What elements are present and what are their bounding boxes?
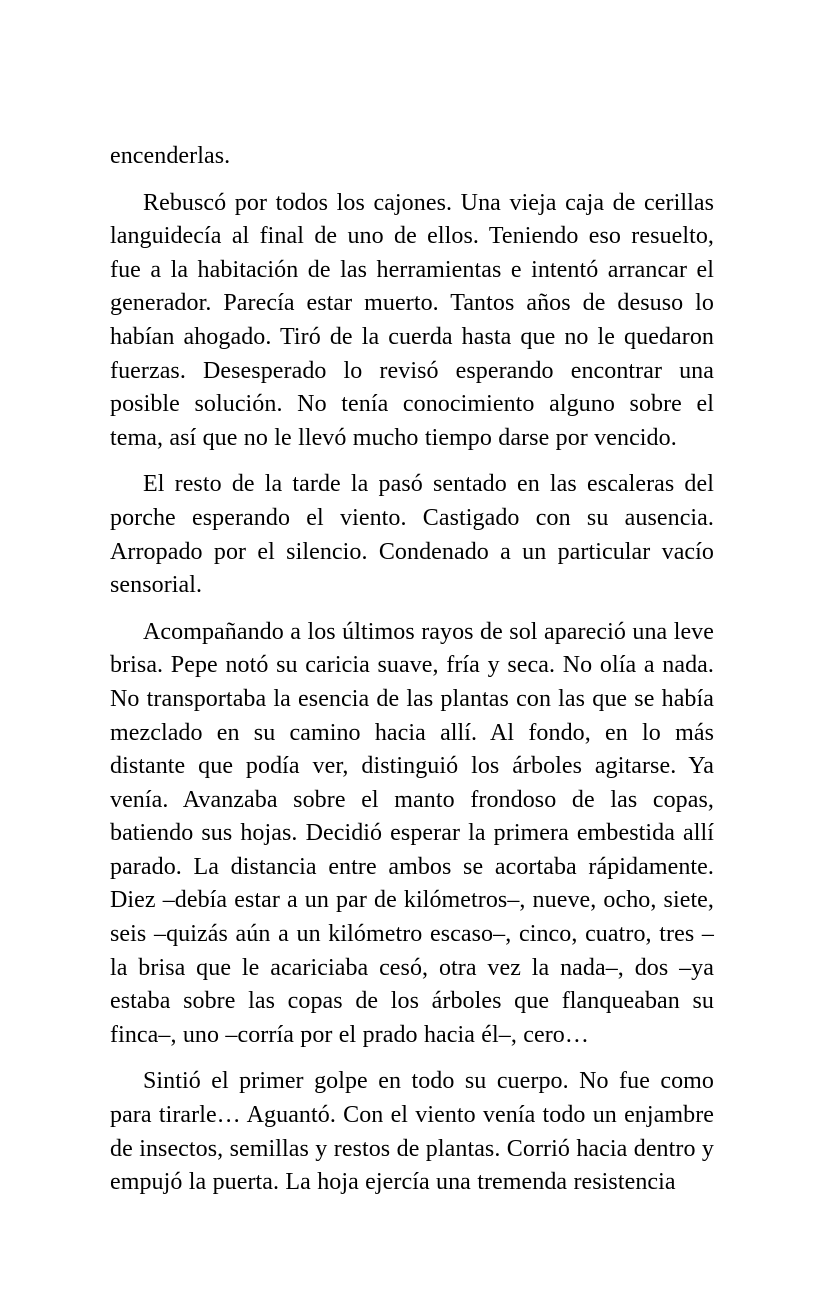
paragraph: Acompañando a los últimos rayos de sol apareció una leve brisa. Pepe notó su caricia suave, fría y seca. No olía a nada. No transportaba la esencia de las plantas con las que se había mezclado en su camino hacia allí. Al fondo, en lo más distante que podía ver, distinguió los árboles agitarse. Ya venía. Avanzaba sobre el manto frondoso de las copas, batiendo sus hojas. Decidió esperar la primera embestida allí parado. La distancia entre ambos se acortaba rápidamente. Diez –debía estar a un par de kilómetros–, nueve, ocho, siete, seis –quizás aún a un kilómetro escaso–, cinco, cuatro, tres –la brisa que le acariciaba cesó, otra vez la nada–, dos –ya estaba sobre las copas de los árboles que flanqueaban su finca–, uno –corría por el prado hacia él–, cero… xyxy=(110,618,714,1048)
paragraph: El resto de la tarde la pasó sentado en las escaleras del porche esperando el viento. Castigado con su ausencia. Arropado por el silencio. Condenado a un particular vacío sensorial. xyxy=(110,471,714,599)
paragraph: Rebuscó por todos los cajones. Una vieja caja de cerillas languidecía al final de uno de ellos. Teniendo eso resuelto, fue a la habitación de las herramientas e intentó arrancar el generador. Parecía estar muerto. Tantos años de desuso lo habían ahogado. Tiró de la cuerda hasta que no le quedaron fuerzas. Desesperado lo revisó esperando encontrar una posible solución. No tenía conocimiento alguno sobre el tema, así que no le llevó mucho tiempo darse por vencido. xyxy=(110,189,714,451)
page-text-block xyxy=(110,140,714,1200)
paragraph-cut-off: Sintió el primer golpe en todo su cuerpo. No fue como para tirarle… Aguantó. Con el viento venía todo un enjambre de insectos, semillas y restos de plantas. Corrió hacia dentro y empujó la puerta. La hoja ejercía una tremenda resistencia xyxy=(110,1068,714,1196)
paragraph-continuation: encenderlas. xyxy=(110,143,231,169)
